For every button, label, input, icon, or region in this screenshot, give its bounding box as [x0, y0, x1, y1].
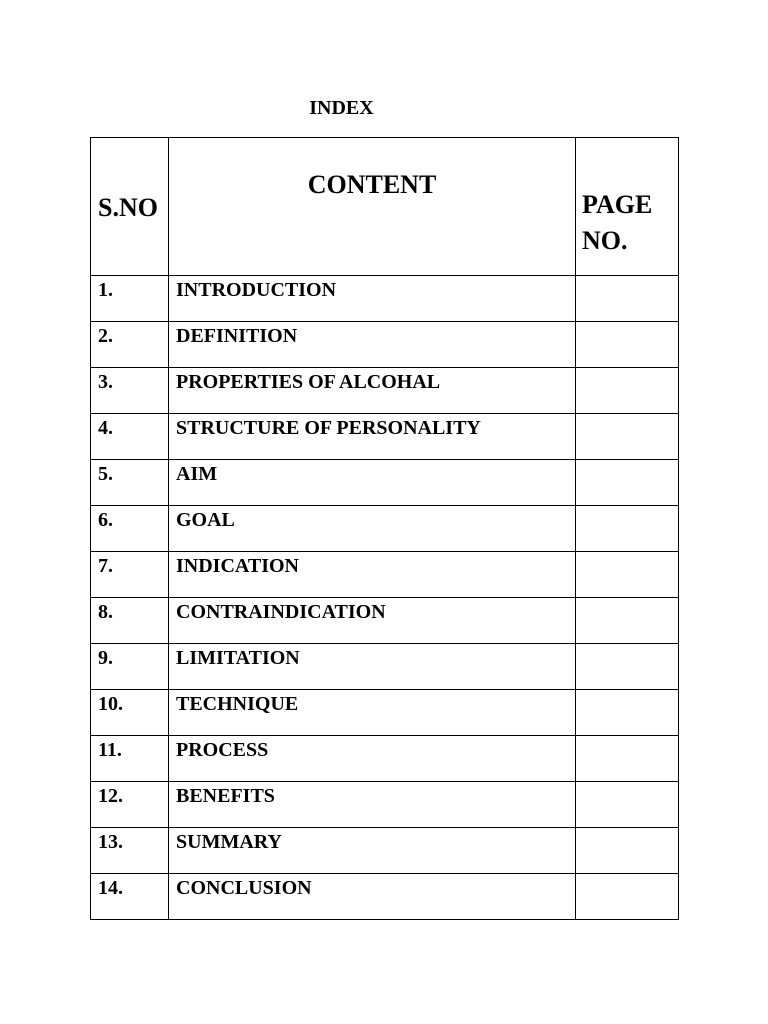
- page-cell: [576, 322, 679, 368]
- page-text: [576, 828, 678, 829]
- page-cell: [576, 736, 679, 782]
- sno-text: 11.: [98, 739, 122, 761]
- sno-text: 3.: [98, 371, 113, 393]
- page-text: [576, 276, 678, 277]
- sno-cell: [91, 736, 169, 782]
- sno-text: 14.: [98, 877, 123, 899]
- sno-cell: [91, 368, 169, 414]
- content-cell: [169, 460, 576, 506]
- content-cell: [169, 736, 576, 782]
- page-cell: [576, 874, 679, 920]
- table-row: [91, 506, 679, 552]
- content-text: SUMMARY: [176, 831, 282, 853]
- table-row: [91, 414, 679, 460]
- sno-cell: [91, 552, 169, 598]
- page-cell: [576, 828, 679, 874]
- header-page-label: PAGE NO.: [582, 190, 653, 255]
- sno-cell: [91, 276, 169, 322]
- sno-cell: [91, 874, 169, 920]
- page-text: [576, 414, 678, 415]
- table-row: [91, 690, 679, 736]
- content-text: AIM: [176, 463, 218, 485]
- content-text: CONTRAINDICATION: [176, 601, 386, 623]
- content-cell: [169, 552, 576, 598]
- index-table: [90, 137, 679, 920]
- header-cell-page: [576, 138, 679, 276]
- page-cell: [576, 506, 679, 552]
- header-cell-sno: [91, 138, 169, 276]
- page-text: [576, 598, 678, 599]
- table-row: [91, 644, 679, 690]
- sno-text: 2.: [98, 325, 113, 347]
- content-cell: [169, 874, 576, 920]
- page-text: [576, 460, 678, 461]
- table-row: [91, 552, 679, 598]
- sno-text: 1.: [98, 279, 113, 301]
- content-cell: [169, 368, 576, 414]
- sno-cell: [91, 322, 169, 368]
- page-text: [576, 322, 678, 323]
- page-text: [576, 644, 678, 645]
- sno-text: 9.: [98, 647, 113, 669]
- table-header-row: [91, 138, 679, 276]
- page-cell: [576, 644, 679, 690]
- table-row: [91, 598, 679, 644]
- page-cell: [576, 598, 679, 644]
- table-row: [91, 368, 679, 414]
- table-row: [91, 276, 679, 322]
- page-cell: [576, 552, 679, 598]
- content-cell: [169, 414, 576, 460]
- content-cell: [169, 598, 576, 644]
- content-cell: [169, 690, 576, 736]
- content-text: TECHNIQUE: [176, 693, 299, 715]
- content-cell: [169, 828, 576, 874]
- page-cell: [576, 690, 679, 736]
- page-cell: [576, 368, 679, 414]
- sno-text: 13.: [98, 831, 123, 853]
- sno-cell: [91, 598, 169, 644]
- page-cell: [576, 414, 679, 460]
- content-text: INDICATION: [176, 555, 299, 577]
- content-text: GOAL: [176, 509, 235, 531]
- content-text: INTRODUCTION: [176, 279, 337, 301]
- page-text: [576, 506, 678, 507]
- sno-text: 4.: [98, 417, 113, 439]
- page-text: [576, 690, 678, 691]
- page-text: [576, 736, 678, 737]
- page-text: [576, 368, 678, 369]
- sno-text: 5.: [98, 463, 113, 485]
- table-row: [91, 322, 679, 368]
- content-text: PROCESS: [176, 739, 269, 761]
- header-sno-label: S.NO: [98, 193, 158, 222]
- content-text: CONCLUSION: [176, 877, 312, 899]
- table-row: [91, 828, 679, 874]
- sno-cell: [91, 782, 169, 828]
- page-title: INDEX: [309, 97, 374, 119]
- sno-cell: [91, 828, 169, 874]
- page-cell: [576, 782, 679, 828]
- page-cell: [576, 460, 679, 506]
- header-content-label: CONTENT: [307, 170, 437, 199]
- sno-text: 10.: [98, 693, 123, 715]
- sno-text: 6.: [98, 509, 113, 531]
- sno-cell: [91, 644, 169, 690]
- page-text: [576, 552, 678, 553]
- content-cell: [169, 322, 576, 368]
- sno-cell: [91, 506, 169, 552]
- sno-text: 12.: [98, 785, 123, 807]
- sno-cell: [91, 460, 169, 506]
- content-text: PROPERTIES OF ALCOHAL: [176, 371, 441, 393]
- sno-text: 8.: [98, 601, 113, 623]
- sno-cell: [91, 414, 169, 460]
- sno-text: 7.: [98, 555, 113, 577]
- header-cell-content: [169, 138, 576, 276]
- content-cell: [169, 506, 576, 552]
- table-row: [91, 874, 679, 920]
- content-cell: [169, 782, 576, 828]
- table-row: [91, 782, 679, 828]
- table-row: [91, 736, 679, 782]
- content-cell: [169, 276, 576, 322]
- page-cell: [576, 276, 679, 322]
- content-cell: [169, 644, 576, 690]
- table-row: [91, 460, 679, 506]
- content-text: LIMITATION: [176, 647, 300, 669]
- content-text: BENEFITS: [176, 785, 275, 807]
- sno-cell: [91, 690, 169, 736]
- content-text: DEFINITION: [176, 325, 298, 347]
- page-text: [576, 782, 678, 783]
- content-text: STRUCTURE OF PERSONALITY: [176, 417, 481, 439]
- page-text: [576, 874, 678, 875]
